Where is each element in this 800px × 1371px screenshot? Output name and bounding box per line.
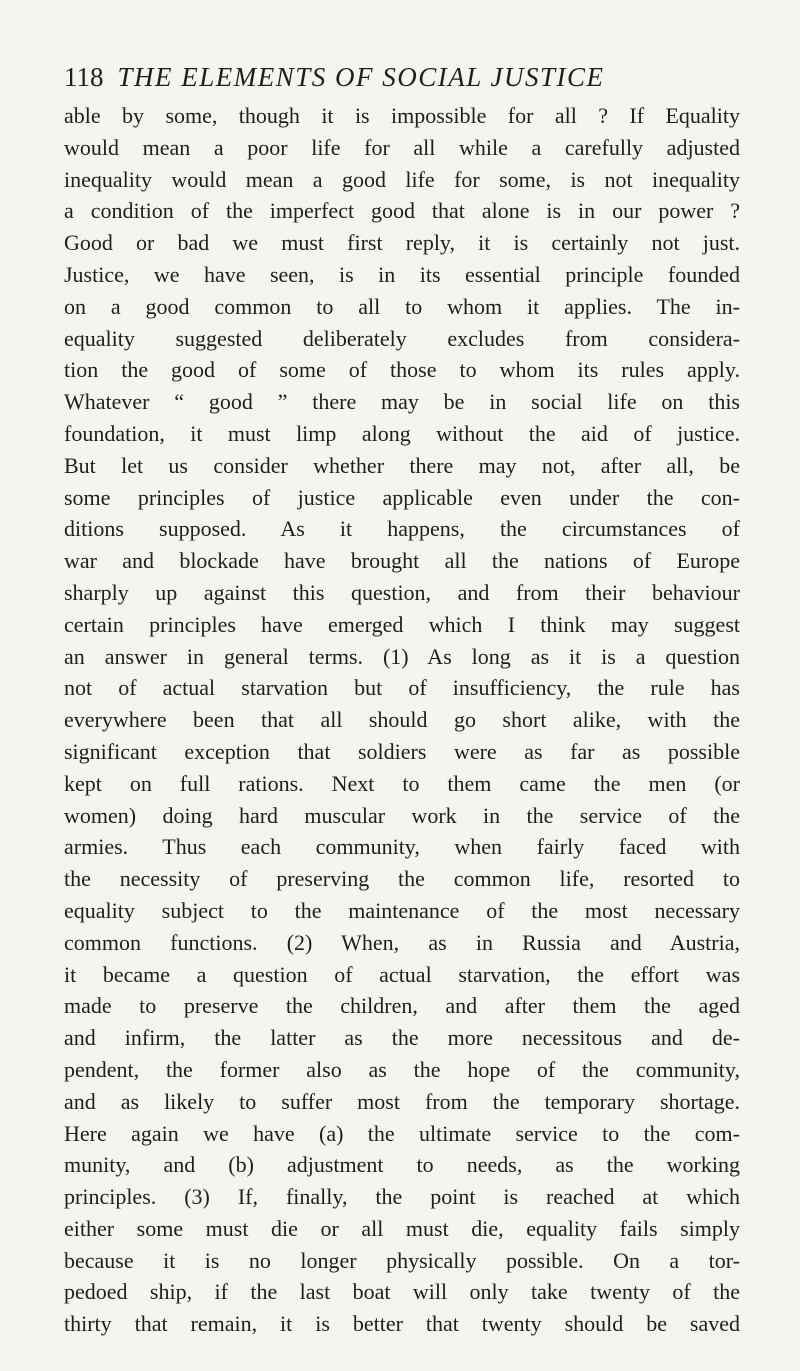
- text-line: made to preserve the children, and after them the aged: [64, 993, 740, 1019]
- text-line: Whatever “ good ” there may be in social life on this: [64, 389, 740, 415]
- running-title: THE ELEMENTS OF SOCIAL JUSTICE: [117, 62, 605, 92]
- text-line: foundation, it must limp along without the aid of justice.: [64, 420, 740, 446]
- page-number: 118: [64, 62, 104, 92]
- text-line: on a good common to all to whom it applies. The in-: [64, 293, 740, 319]
- text-line: and as likely to suffer most from the temporary shortage.: [64, 1088, 740, 1114]
- text-line: inequality would mean a good life for some, is not inequality: [64, 166, 740, 192]
- text-line: women) doing hard muscular work in the service of the: [64, 802, 740, 828]
- text-line: a condition of the imperfect good that alone is in our power ?: [64, 198, 740, 224]
- text-line: munity, and (b) adjustment to needs, as the working: [64, 1152, 740, 1178]
- text-line: the necessity of preserving the common life, resorted to: [64, 866, 740, 892]
- text-line: common functions. (2) When, as in Russia and Austria,: [64, 929, 740, 955]
- text-line: Good or bad we must first reply, it is certainly not just.: [64, 230, 740, 256]
- text-line: armies. Thus each community, when fairly faced with: [64, 834, 740, 860]
- text-line: Justice, we have seen, is in its essential principle founded: [64, 261, 740, 287]
- text-line: kept on full rations. Next to them came the men (or: [64, 770, 740, 796]
- text-line: pendent, the former also as the hope of the community,: [64, 1056, 740, 1082]
- text-line: equality subject to the maintenance of the most necessary: [64, 897, 740, 923]
- text-line: But let us consider whether there may not, after all, be: [64, 452, 740, 478]
- text-line: significant exception that soldiers were as far as possible: [64, 738, 740, 764]
- text-line: Here again we have (a) the ultimate service to the com-: [64, 1120, 740, 1146]
- body-text: [64, 100, 740, 1340]
- text-line: able by some, though it is impossible for all ? If Equality: [64, 103, 740, 128]
- text-line: everywhere been that all should go short alike, with the: [64, 707, 740, 733]
- text-line: pedoed ship, if the last boat will only take twenty of the: [64, 1279, 740, 1305]
- text-line: thirty that remain, it is better that twenty should be saved: [64, 1311, 740, 1337]
- text-line: and infirm, the latter as the more necessitous and de-: [64, 1025, 740, 1051]
- text-line: ditions supposed. As it happens, the circumstances of: [64, 516, 740, 542]
- text-line: equality suggested deliberately excludes from considera-: [64, 325, 740, 351]
- text-line: some principles of justice applicable even under the con-: [64, 484, 740, 510]
- text-line: war and blockade have brought all the nations of Europe: [64, 548, 740, 574]
- text-line: not of actual starvation but of insufficiency, the rule has: [64, 675, 740, 701]
- text-line: certain principles have emerged which I think may suggest: [64, 611, 740, 637]
- text-line: principles. (3) If, finally, the point is reached at which: [64, 1184, 740, 1210]
- text-line: either some must die or all must die, equality fails simply: [64, 1215, 740, 1241]
- text-line: would mean a poor life for all while a carefully adjusted: [64, 134, 740, 160]
- text-line: sharply up against this question, and from their behaviour: [64, 579, 740, 605]
- text-line: an answer in general terms. (1) As long as it is a question: [64, 643, 740, 669]
- text-line: it became a question of actual starvation, the effort was: [64, 961, 740, 987]
- text-line: because it is no longer physically possible. On a tor-: [64, 1247, 740, 1273]
- text-line: tion the good of some of those to whom its rules apply.: [64, 357, 740, 383]
- running-head: [64, 60, 740, 94]
